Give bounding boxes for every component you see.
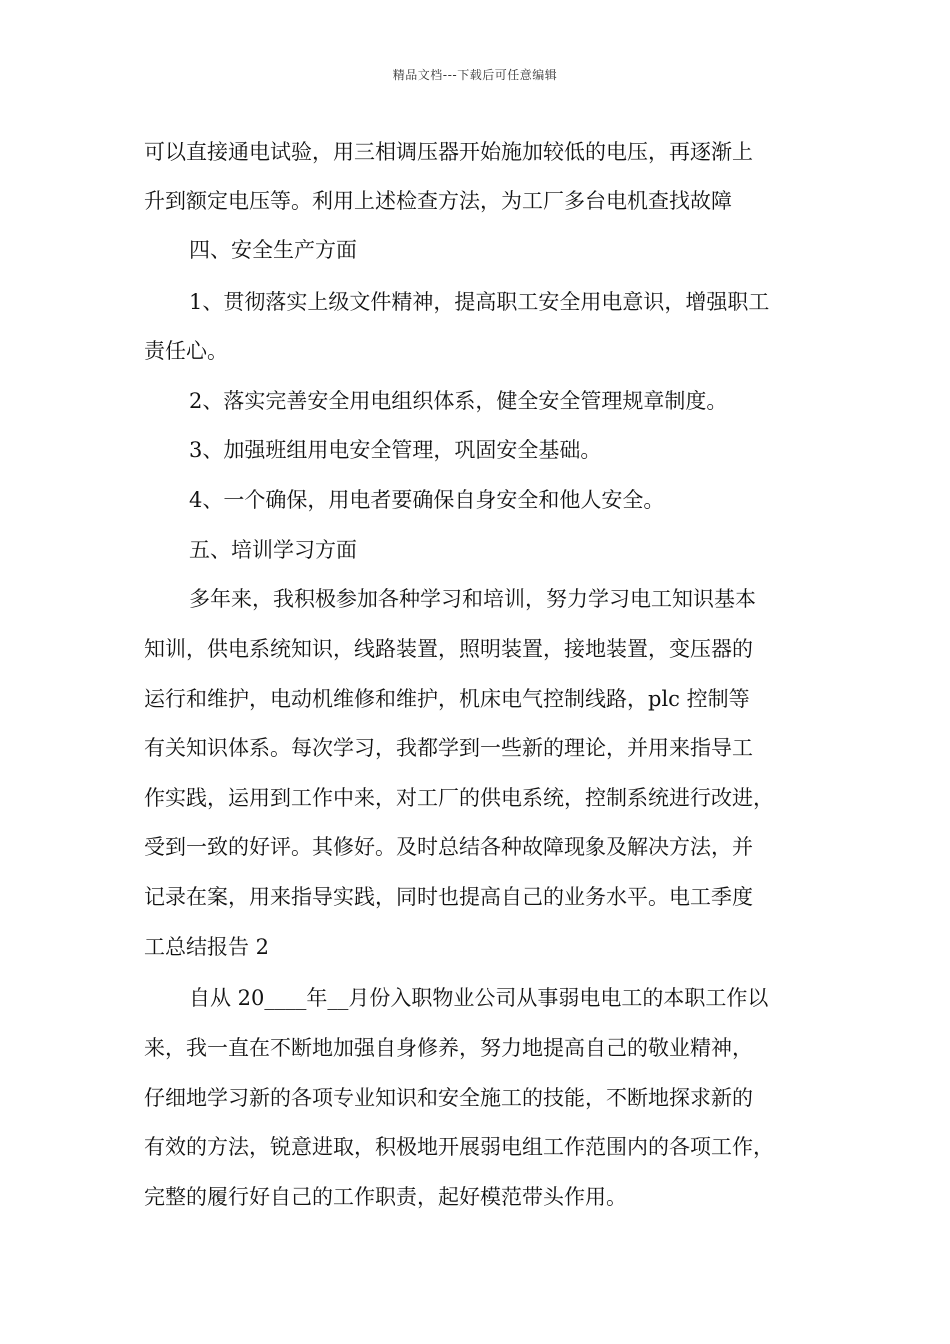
text-line: 记录在案，用来指导实践，同时也提高自己的业务水平。电工季度	[144, 885, 753, 909]
text-line: 受到一致的好评。其修好。及时总结各种故障现象及解决方法，并	[144, 835, 753, 859]
list-item: 3、加强班组用电安全管理，巩固安全基础。	[189, 438, 602, 462]
text-line: 升到额定电压等。利用上述检查方法，为工厂多台电机查找故障	[144, 189, 732, 213]
text-line: 作实践，运用到工作中来，对工厂的供电系统，控制系统进行改进，	[144, 786, 774, 810]
text-line: 来，我一直在不断地加强自身修养，努力地提高自己的敬业精神，	[144, 1036, 753, 1060]
section-heading: 五、培训学习方面	[189, 538, 357, 562]
text-line: 有关知识体系。每次学习，我都学到一些新的理论，并用来指导工	[144, 736, 753, 760]
text-line: 多年来，我积极参加各种学习和培训，努力学习电工知识基本	[189, 587, 756, 611]
text-line: 责任心。	[144, 339, 228, 363]
text-line: 有效的方法，锐意进取，积极地开展弱电组工作范围内的各项工作，	[144, 1135, 774, 1159]
list-item: 2、落实完善安全用电组织体系，健全安全管理规章制度。	[189, 389, 728, 413]
text-line: 自从 20____年__月份入职物业公司从事弱电电工的本职工作以	[189, 986, 769, 1010]
text-line: 完整的履行好自己的工作职责，起好模范带头作用。	[144, 1185, 627, 1209]
page-header: 精品文档---下载后可任意编辑	[392, 68, 558, 82]
text-line: 知训，供电系统知识，线路装置，照明装置，接地装置，变压器的	[144, 637, 753, 661]
list-item: 4、一个确保，用电者要确保自身安全和他人安全。	[189, 488, 665, 512]
text-line: 可以直接通电试验，用三相调压器开始施加较低的电压，再逐渐上	[144, 140, 753, 164]
text-line: 运行和维护，电动机维修和维护，机床电气控制线路，plc 控制等	[144, 687, 750, 711]
section-heading: 四、安全生产方面	[189, 238, 357, 262]
text-line: 仔细地学习新的各项专业知识和安全施工的技能，不断地探求新的	[144, 1086, 753, 1110]
text-line: 工总结报告 2	[144, 935, 270, 959]
list-item: 1、贯彻落实上级文件精神，提高职工安全用电意识，增强职工	[189, 290, 770, 314]
